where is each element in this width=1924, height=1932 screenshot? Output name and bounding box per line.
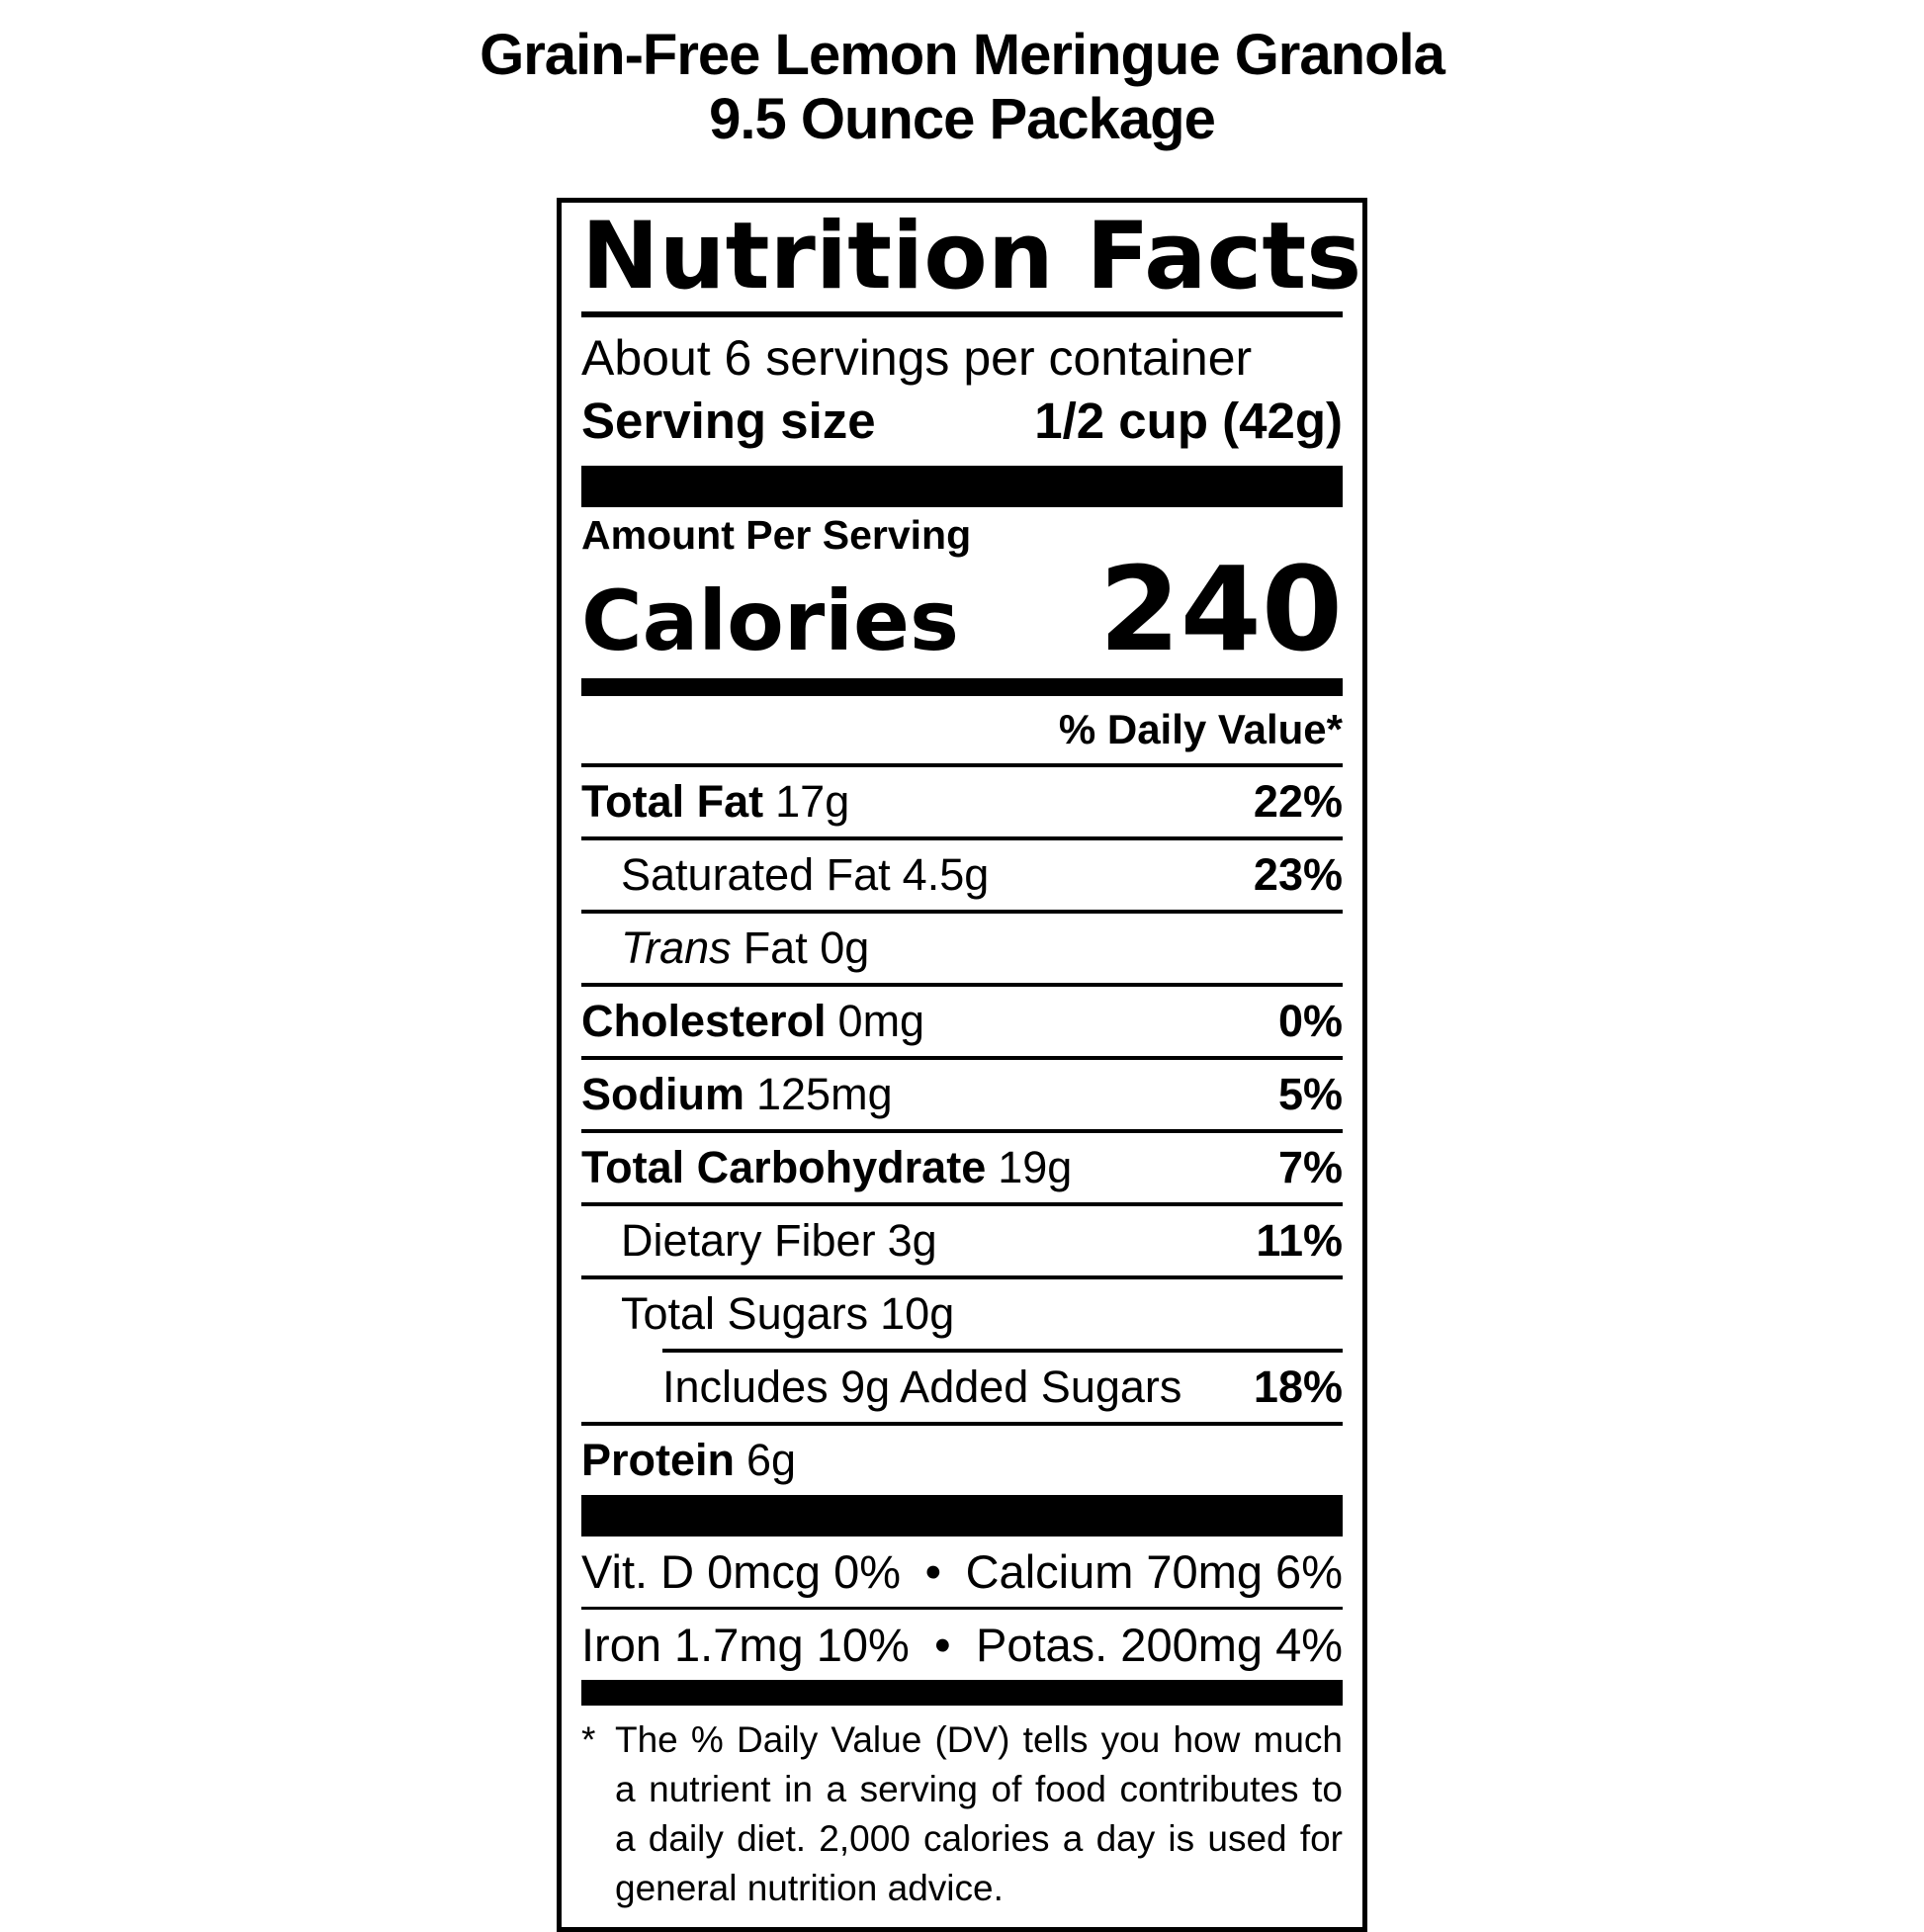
nutrient-dv: 11%	[1256, 1215, 1343, 1267]
product-title	[0, 0, 1924, 152]
potassium-value: Potas. 200mg 4%	[976, 1619, 1343, 1672]
servings-per-container: About 6 servings per container	[581, 329, 1253, 386]
calories-value: 240	[1098, 540, 1343, 677]
nutrient-name: Includes 9g Added Sugars	[662, 1361, 1182, 1413]
nutrient-amount: 4.5g	[902, 849, 990, 901]
amount-per-serving-label: Amount Per Serving	[581, 511, 972, 558]
nutrient-row-cholesterol	[581, 987, 1343, 1056]
label-title: Nutrition Facts	[581, 202, 1362, 310]
nutrient-amount: 10g	[880, 1288, 955, 1340]
nutrient-amount: 17g	[775, 776, 850, 828]
calcium-value: Calcium 70mg 6%	[965, 1545, 1343, 1599]
nutrient-dv: 22%	[1253, 776, 1343, 828]
nutrient-row-total-sugars	[581, 1279, 1343, 1349]
nutrient-row-saturated-fat	[581, 840, 1343, 910]
nutrient-name: Sodium	[581, 1069, 744, 1120]
nutrient-name: Protein	[581, 1435, 736, 1486]
daily-value-header: % Daily Value*	[1058, 706, 1343, 753]
nutrient-amount: 3g	[887, 1215, 937, 1267]
thick-divider-top	[581, 466, 1343, 507]
calories-divider	[581, 678, 1343, 696]
serving-size-label: Serving size	[581, 393, 876, 450]
nutrient-amount: Fat 0g	[743, 922, 870, 974]
micronutrient-row-1	[581, 1537, 1343, 1607]
nutrient-name: Total Carbohydrate	[581, 1142, 987, 1193]
serving-size-value: 1/2 cup (42g)	[1034, 393, 1343, 450]
thick-divider-bottom	[581, 1495, 1343, 1537]
nutrient-name: Trans	[621, 922, 732, 974]
footnote-divider	[581, 1680, 1343, 1706]
nutrient-dv: 0%	[1277, 996, 1343, 1047]
nutrient-amount: 0mg	[837, 996, 925, 1047]
nutrient-dv: 23%	[1253, 849, 1343, 901]
daily-value-footnote	[581, 1706, 1343, 1913]
nutrient-row-protein	[581, 1426, 1343, 1495]
product-title-line1: Grain-Free Lemon Meringue Granola	[480, 23, 1444, 87]
bullet-icon: •	[934, 1619, 951, 1672]
nutrient-row-added-sugars	[581, 1353, 1343, 1422]
nutrient-amount: 125mg	[756, 1069, 893, 1120]
nutrient-name: Total Fat	[581, 776, 764, 828]
serving-size-row	[581, 391, 1343, 451]
nutrient-row-sodium	[581, 1060, 1343, 1129]
vitamin-d-value: Vit. D 0mcg 0%	[581, 1545, 902, 1599]
calories-row	[581, 540, 1343, 677]
nutrient-row-total-carbohydrate	[581, 1133, 1343, 1202]
nutrient-dv: 7%	[1277, 1142, 1343, 1193]
nutrition-facts-label	[557, 198, 1367, 1932]
nutrient-row-dietary-fiber	[581, 1206, 1343, 1275]
footnote-asterisk: *	[581, 1719, 596, 1761]
nutrient-name: Dietary Fiber	[621, 1215, 876, 1267]
header-rule	[581, 311, 1343, 317]
nutrient-dv: 5%	[1277, 1069, 1343, 1120]
nutrient-name: Cholesterol	[581, 996, 827, 1047]
nutrient-dv: 18%	[1253, 1361, 1343, 1413]
iron-value: Iron 1.7mg 10%	[581, 1619, 910, 1672]
micronutrient-row-2	[581, 1610, 1343, 1680]
footnote-text: The % Daily Value (DV) tells you how much a nutrient in a serving of food contributes to a daily diet. 2,000 calories a day is used for general nutrition advice.	[615, 1719, 1343, 1909]
nutrient-amount: 19g	[998, 1142, 1073, 1193]
nutrient-amount: 6g	[746, 1435, 797, 1486]
nutrient-row-trans-fat	[581, 914, 1343, 983]
calories-label: Calories	[581, 571, 960, 669]
nutrient-row-total-fat	[581, 767, 1343, 836]
bullet-icon: •	[924, 1545, 942, 1599]
nutrient-name: Saturated Fat	[621, 849, 891, 901]
product-title-line2: 9.5 Ounce Package	[709, 86, 1215, 151]
nutrient-name: Total Sugars	[621, 1288, 869, 1340]
